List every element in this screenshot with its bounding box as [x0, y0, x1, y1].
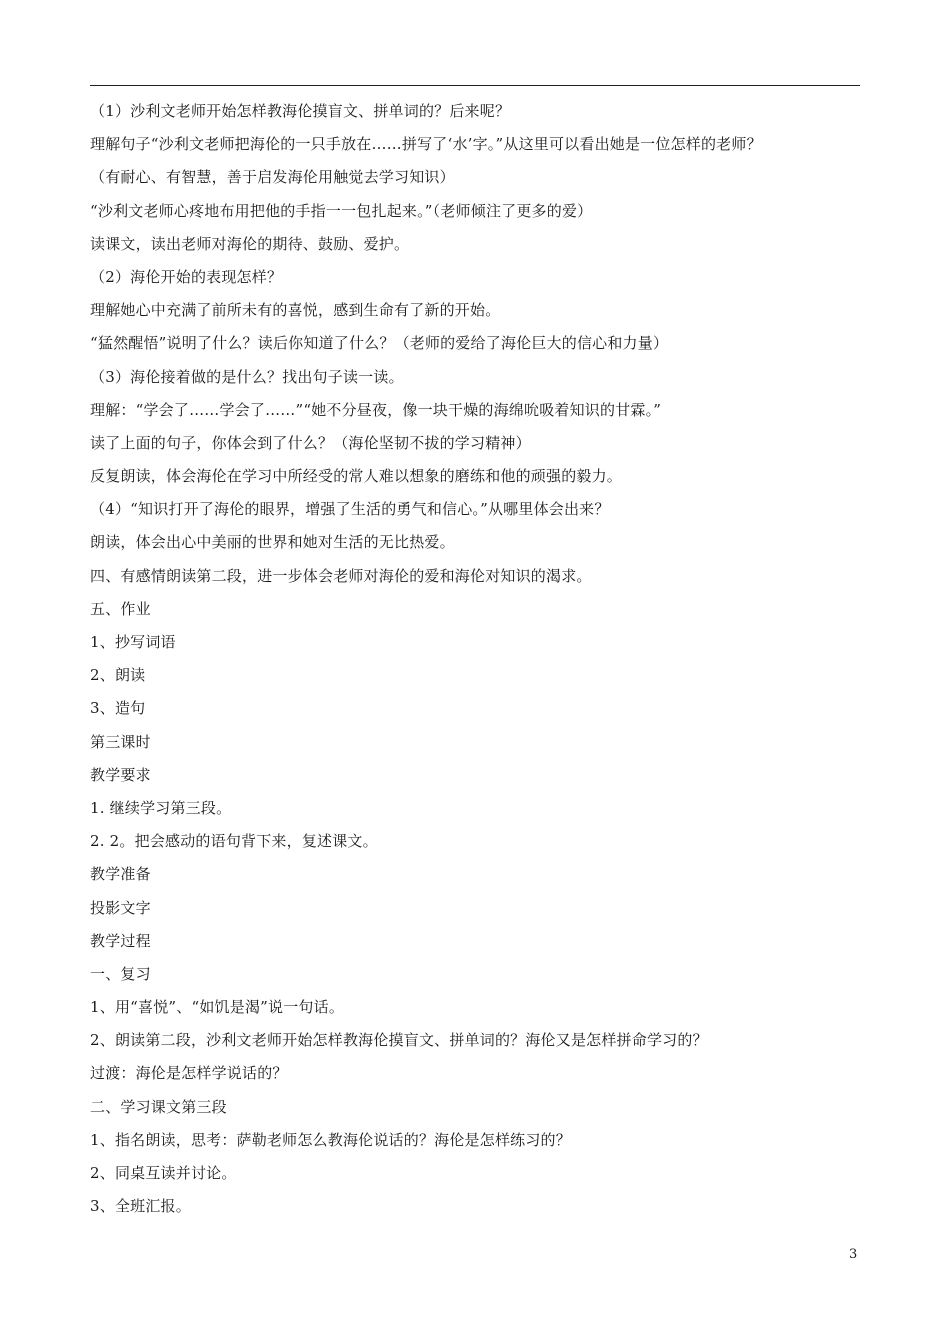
text-line: （3）海伦接着做的是什么？找出句子读一读。	[90, 367, 404, 386]
text-line: 朗读，体会出心中美丽的世界和她对生活的无比热爱。	[90, 533, 455, 552]
list-item: 2、朗读	[90, 666, 146, 685]
text-line: 过渡：海伦是怎样学说话的？	[90, 1064, 288, 1083]
text-line: 读课文，读出老师对海伦的期待、鼓励、爱护。	[90, 234, 410, 253]
text-line: （1）沙利文老师开始怎样教海伦摸盲文、拼单词的？后来呢？	[90, 102, 511, 120]
list-item: 2. 2。把会感动的语句背下来，复述课文。	[90, 832, 378, 851]
list-item: 2、朗读第二段，沙利文老师开始怎样教海伦摸盲文、拼单词的？海伦又是怎样拼命学习的？	[90, 1031, 708, 1050]
section-heading: 第三课时	[90, 732, 151, 751]
text-line: “沙利文老师心疼地布用把他的手指一一包扎起来。”（老师倾注了更多的爱）	[90, 201, 593, 220]
header-rule	[90, 85, 860, 86]
section-heading: 一、复习	[90, 964, 151, 983]
text-line: 理解她心中充满了前所未有的喜悦，感到生命有了新的开始。	[90, 301, 501, 320]
section-heading: 教学要求	[90, 765, 151, 784]
section-heading: 五、作业	[90, 599, 151, 618]
text-line: 理解：“学会了……学会了……”“她不分昼夜，像一块干燥的海绵吮吸着知识的甘霖。”	[90, 400, 662, 419]
list-item: 1、指名朗读，思考：萨勒老师怎么教海伦说话的？海伦是怎样练习的？	[90, 1130, 571, 1149]
text-line: （2）海伦开始的表现怎样？	[90, 267, 283, 286]
list-item: 1. 继续学习第三段。	[90, 798, 232, 817]
document-body	[90, 95, 890, 1223]
list-item: 2、同桌互读并讨论。	[90, 1164, 237, 1182]
list-item: 3、全班汇报。	[90, 1197, 191, 1216]
section-heading: 二、学习课文第三段	[90, 1097, 227, 1116]
text-line: （有耐心、有智慧，善于启发海伦用触觉去学习知识）	[90, 168, 455, 187]
section-heading: 教学准备	[90, 865, 151, 884]
section-heading: 教学过程	[90, 931, 151, 950]
list-item: 1、用“喜悦”、“如饥是渴”说一句话。	[90, 998, 345, 1017]
text-line: “猛然醒悟”说明了什么？读后你知道了什么？（老师的爱给了海伦巨大的信心和力量）	[90, 334, 669, 353]
text-line: 投影文字	[90, 898, 151, 917]
text-line: 反复朗读，体会海伦在学习中所经受的常人难以想象的磨练和他的顽强的毅力。	[90, 467, 623, 486]
text-line: 四、有感情朗读第二段，进一步体会老师对海伦的爱和海伦对知识的渴求。	[90, 566, 592, 585]
text-line: 理解句子“沙利文老师把海伦的一只手放在……拼写了‘水’字。”从这里可以看出她是一位怎样的老师？	[90, 135, 762, 154]
page-number: 3	[849, 1247, 858, 1262]
list-item: 1、抄写词语	[90, 633, 176, 651]
list-item: 3、造句	[90, 699, 146, 718]
text-line: 读了上面的句子，你体会到了什么？（海伦坚韧不拔的学习精神）	[90, 433, 531, 452]
text-line: （4）“知识打开了海伦的眼界，增强了生活的勇气和信心。”从哪里体会出来？	[90, 500, 610, 519]
